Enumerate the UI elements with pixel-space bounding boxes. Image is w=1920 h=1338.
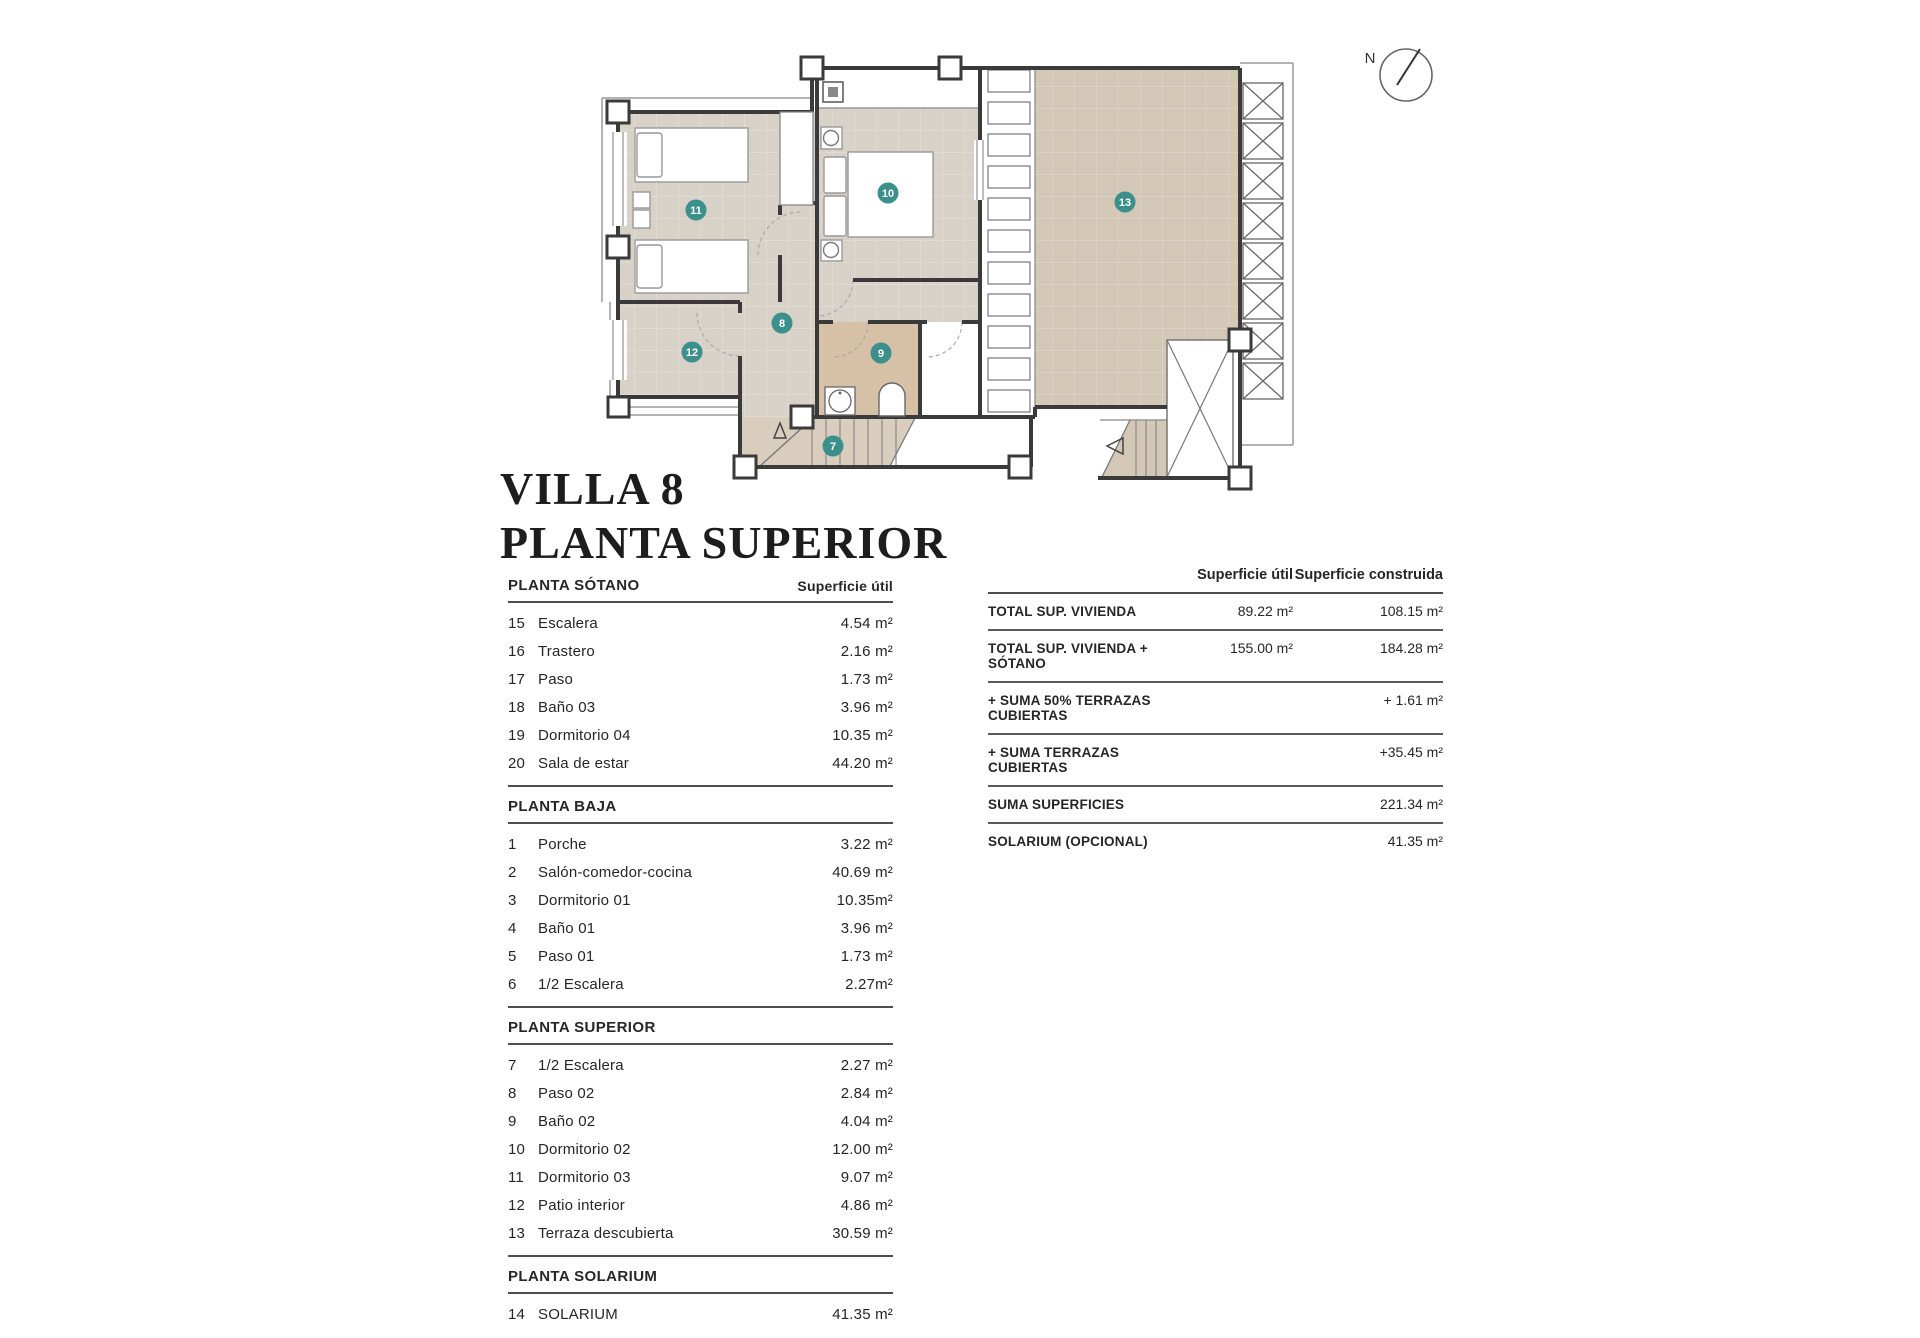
room-area: 10.35 m² [832,726,893,744]
floor-plan [590,20,1470,520]
section-header [508,789,893,824]
room-area: 1.73 m² [840,947,893,965]
plan-section-4 [508,1259,893,1336]
room-badge-number: 12 [685,346,699,359]
compass-circle [1380,49,1432,101]
title-line-1: VILLA 8 [500,463,685,514]
stairwell-skylight [1167,340,1233,477]
room-name: Patio interior [538,1196,626,1214]
room-name: 1/2 Escalera [538,1056,624,1074]
room-number: 6 [508,975,517,993]
value-superficie-construida: 184.28 m² [1379,640,1443,656]
room-number: 14 [508,1305,526,1323]
area-row [508,1163,893,1191]
summary-table [988,561,1443,859]
area-row [508,693,893,721]
room-badge-11 [686,200,707,221]
room-area: 3.96 m² [840,919,893,937]
summary-row [988,683,1443,735]
room-name: Salón-comedor-cocina [538,863,693,881]
plan-section-2 [508,789,893,1008]
room-badge-13 [1115,192,1136,213]
area-row [508,858,893,886]
room-number: 9 [508,1112,517,1130]
room-badge-12 [682,342,703,363]
area-row [508,942,893,970]
room-name: Baño 02 [538,1112,596,1130]
room-area: 9.07 m² [840,1168,893,1186]
room-number: 20 [508,754,526,772]
room-number: 13 [508,1224,526,1242]
value-superficie-construida: 108.15 m² [1379,603,1443,619]
title-line-2: PLANTA SUPERIOR [500,517,948,568]
section-title: PLANTA BAJA [508,798,617,815]
room-name: Dormitorio 03 [538,1168,631,1186]
column-header-superficie-construida: Superficie construida [1294,567,1443,583]
area-row [508,1051,893,1079]
room-badge-number: 11 [690,204,702,217]
room-area: 3.96 m² [840,698,893,716]
room-badge-number: 10 [881,187,895,200]
summary-label: TOTAL SUP. VIVIENDA [988,604,1137,619]
room-name: Baño 01 [538,919,596,937]
room-area: 4.04 m² [840,1112,893,1130]
room-area: 4.86 m² [840,1196,893,1214]
room-area: 1.73 m² [840,670,893,688]
room-badge-7 [823,436,844,457]
room-number: 11 [508,1168,524,1186]
area-row [508,886,893,914]
room-number: 18 [508,698,526,716]
summary-label: SOLARIUM (OPCIONAL) [988,834,1148,849]
section-header [508,568,893,603]
room-name: Dormitorio 04 [538,726,631,744]
louver-slats [988,70,1030,412]
section-title: PLANTA SÓTANO [508,577,640,594]
section-title: PLANTA SOLARIUM [508,1268,658,1285]
room-number: 15 [508,614,526,632]
area-row [508,721,893,749]
value-superficie-construida: 221.34 m² [1379,796,1443,812]
room-number: 1 [508,835,517,853]
room-name: Porche [538,835,587,853]
room-number: 8 [508,1084,517,1102]
room-badge-9 [871,343,892,364]
summary-header-spacer [988,567,1183,583]
room-badge-10 [878,183,899,204]
area-row [508,637,893,665]
room-number: 3 [508,891,517,909]
room-area: 12.00 m² [832,1140,893,1158]
area-row [508,914,893,942]
room-area: 3.22 m² [840,835,893,853]
closet [780,112,813,205]
compass [1365,49,1432,101]
plan-section-1 [508,568,893,787]
area-row [508,970,893,998]
room-number: 5 [508,947,517,965]
areas-table [508,568,893,1338]
room-area: 2.16 m² [840,642,893,660]
summary-label: SUMA SUPERFICIES [988,797,1125,812]
summary-row [988,824,1443,859]
room-area: 2.27 m² [840,1056,893,1074]
room-name: Paso 01 [538,947,595,965]
section-header [508,1010,893,1045]
room-badge-number: 9 [877,347,885,360]
room-area: 44.20 m² [832,754,893,772]
area-row [508,1135,893,1163]
value-superficie-construida: 41.35 m² [1387,833,1443,849]
section-title: PLANTA SUPERIOR [508,1019,656,1036]
room-name: Paso [538,670,573,688]
section-header [508,1259,893,1294]
plan-section-3 [508,1010,893,1257]
area-row [508,609,893,637]
summary-row [988,735,1443,787]
room-badge-8 [772,313,793,334]
room-number: 19 [508,726,526,744]
room-area: 4.54 m² [840,614,893,632]
room-name: Escalera [538,614,598,632]
room-badge-number: 13 [1118,196,1132,209]
summary-label: TOTAL SUP. VIVIENDA + SÓTANO [988,641,1148,671]
room-name: Dormitorio 02 [538,1140,631,1158]
room-area: 30.59 m² [832,1224,893,1242]
value-superficie-construida: + 1.61 m² [1383,692,1443,708]
page-title [500,462,947,570]
summary-label: + SUMA 50% TERRAZAS CUBIERTAS [988,693,1151,723]
area-row [508,749,893,777]
column-header-superficie-util: Superficie útil [797,578,893,594]
room-badge-number: 7 [829,440,837,453]
room-badge-number: 8 [778,317,786,330]
room-area: 41.35 m² [832,1305,893,1323]
compass-needle [1397,49,1420,85]
room-number: 7 [508,1056,517,1074]
room-number: 2 [508,863,517,881]
room-area: 2.84 m² [840,1084,893,1102]
room-name: Trastero [538,642,595,660]
room-number: 12 [508,1196,526,1214]
area-row [508,665,893,693]
value-superficie-util: 89.22 m² [1237,603,1293,619]
room-area: 10.35m² [836,891,893,909]
area-row [508,1107,893,1135]
area-row [508,1079,893,1107]
room-name: Sala de estar [538,754,629,772]
area-row [508,1300,893,1328]
room-area: 2.27m² [845,975,893,993]
value-superficie-util: 155.00 m² [1229,640,1293,656]
north-label: N [1364,50,1376,67]
room-number: 10 [508,1140,526,1158]
room-name: Terraza descubierta [538,1224,674,1242]
room-name: SOLARIUM [538,1305,618,1323]
summary-header [988,561,1443,594]
room-name: Paso 02 [538,1084,595,1102]
column-header-superficie-util: Superficie útil [1197,567,1293,583]
room-number: 16 [508,642,526,660]
summary-row [988,594,1443,631]
utility-fixture [823,82,843,102]
summary-label: + SUMA TERRAZAS CUBIERTAS [988,745,1120,775]
area-row [508,1219,893,1247]
room-name: Baño 03 [538,698,596,716]
area-row [508,1191,893,1219]
room-name: 1/2 Escalera [538,975,624,993]
summary-row [988,631,1443,683]
summary-row [988,787,1443,824]
value-superficie-construida: +35.45 m² [1379,744,1443,760]
room-area: 40.69 m² [832,863,893,881]
area-row [508,830,893,858]
room-number: 17 [508,670,526,688]
room-number: 4 [508,919,517,937]
room-name: Dormitorio 01 [538,891,631,909]
